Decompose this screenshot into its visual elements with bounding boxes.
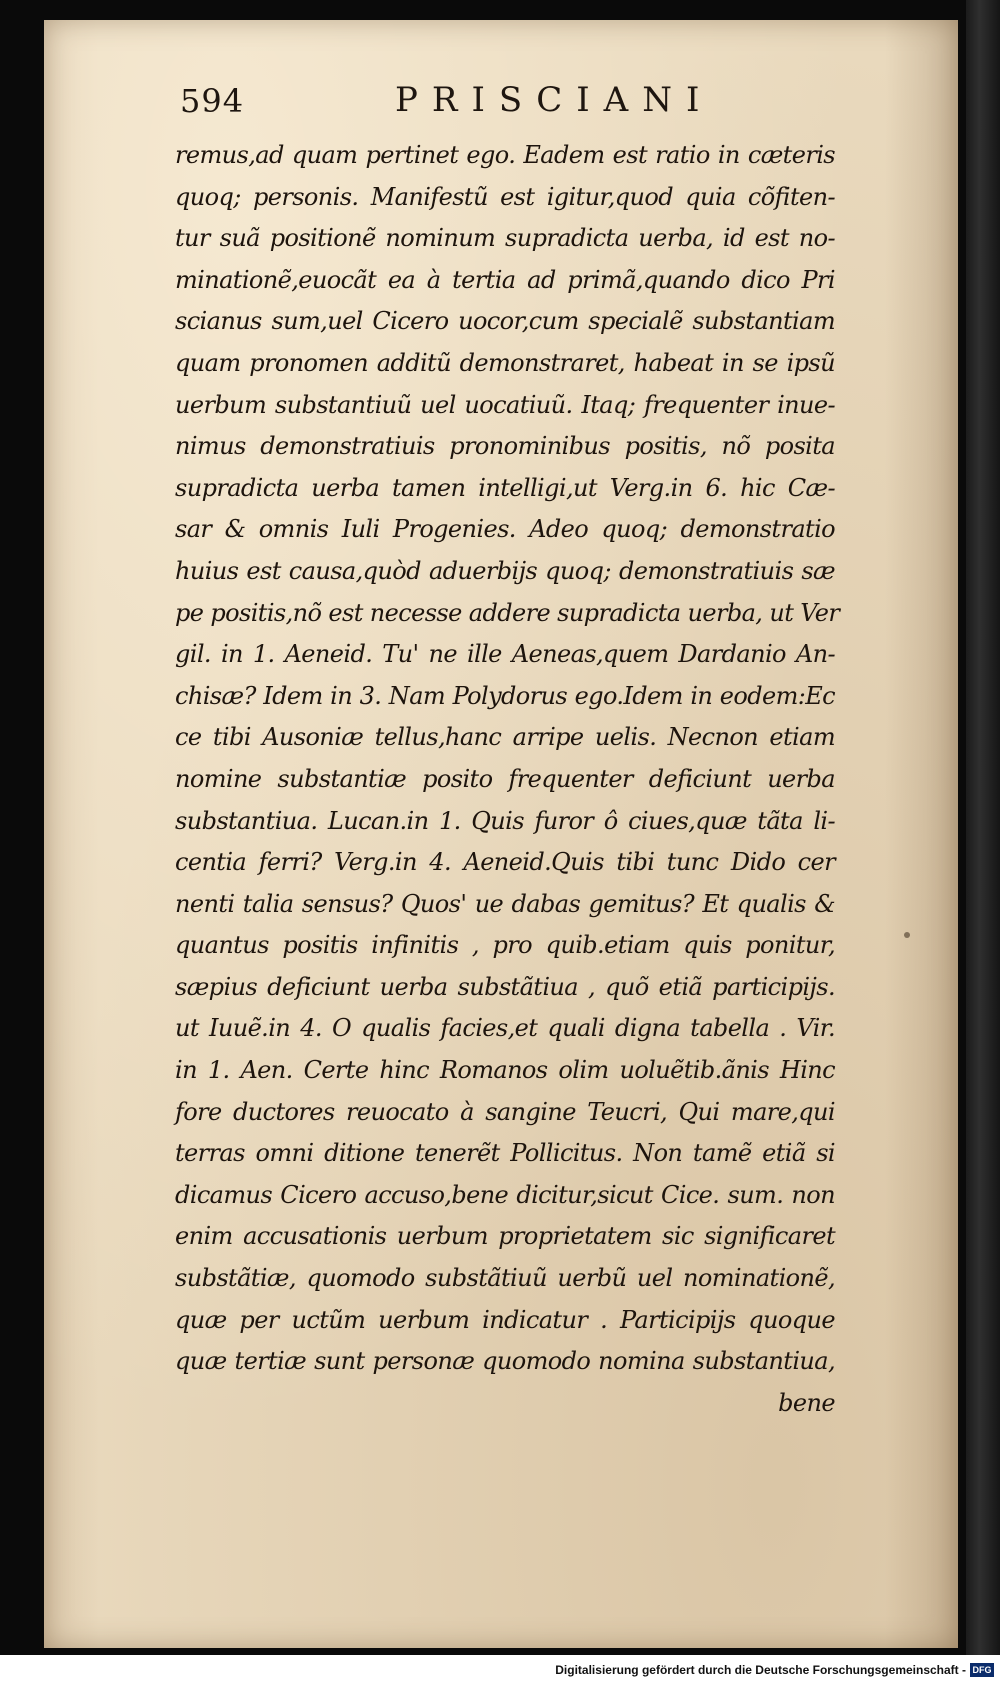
text-line: chisæ? Idem in 3. Nam Polydorus ego.Idem in eodem:Ec [175, 681, 835, 710]
text-line: uerbum substantiuũ uel uocatiuũ. Itaq; frequenter inue- [175, 390, 835, 419]
text-line: pe positis,nõ est necesse addere supradicta uerba, ut Ver [175, 598, 840, 627]
footer-strip [0, 1655, 1000, 1687]
text-line: supradicta uerba tamen intelligi,ut Verg.in 6. hic Cæ- [175, 473, 835, 502]
text-line: remus,ad quam pertinet ego. Eadem est ratio in cæteris [175, 141, 835, 169]
text-line: quoq; personis. Manifestũ est igitur,quod quia cõfiten- [175, 182, 835, 211]
text-line: centia ferri? Verg.in 4. Aeneid.Quis tibi tunc Dido cer [175, 848, 835, 877]
text-line: dicamus Cicero accuso,bene dicitur,sicut Cice. sum. non [175, 1180, 835, 1209]
text-line: sar & omnis Iuli Progenies. Adeo quoq; demonstratio [175, 515, 835, 544]
text-line: huius est causa,quòd aduerbijs quoq; demonstratiuis sæ [175, 556, 835, 585]
text-line: in 1. Aen. Certe hinc Romanos olim uoluẽtib.ãnis Hinc [175, 1056, 835, 1085]
text-line: terras omni ditione tenerẽt Pollicitus. Non tamẽ etiã si [175, 1139, 835, 1168]
catchword: bene [778, 1388, 835, 1417]
text-line: sæpius deficiunt uerba substãtiua , quõ etiã participijs. [175, 972, 835, 1001]
text-line: quæ per uctũm uerbum indicatur . Participijs quoque [175, 1305, 835, 1334]
text-line: fore ductores reuocato à sangine Teucri, Qui mare,qui [175, 1097, 835, 1126]
page-header [180, 72, 800, 122]
body-text [175, 135, 840, 1424]
text-line: enim accusationis uerbum proprietatem sic significaret [175, 1222, 835, 1251]
text-line: scianus sum,uel Cicero uocor,cum specialẽ substantiam [175, 307, 835, 336]
text-line: minationẽ,euocãt ea à tertia ad primã,quando dico Pri [175, 265, 835, 294]
text-line: tur suã positionẽ nominum supradicta uerba, id est no- [175, 224, 835, 253]
running-head: PRISCIANI [395, 80, 714, 120]
scanner-frame [966, 0, 1000, 1655]
text-line: nenti talia sensus? Quos' ue dabas gemitus? Et qualis & [175, 889, 835, 918]
text-line: gil. in 1. Aeneid. Tu' ne ille Aeneas,quem Dardanio An- [175, 640, 835, 669]
text-line: nimus demonstratiuis pronominibus positis, nõ posita [175, 432, 835, 461]
page-number: 594 [180, 82, 245, 120]
text-line: ce tibi Ausoniæ tellus,hanc arripe uelis. Necnon etiam [175, 723, 835, 752]
text-line: quam pronomen additũ demonstraret, habeat in se ipsũ [175, 348, 835, 377]
text-line: substantiua. Lucan.in 1. Quis furor ô ciues,quæ tãta li- [175, 806, 835, 835]
text-line: nomine substantiæ posito frequenter deficiunt uerba [175, 764, 835, 793]
ink-speck [904, 932, 910, 938]
footer-credit: Digitalisierung gefördert durch die Deutsche Forschungsgemeinschaft - [555, 1663, 966, 1677]
text-line: quæ tertiæ sunt personæ quomodo nomina substantiua, [175, 1347, 835, 1376]
text-line: substãtiæ, quomodo substãtiuũ uerbũ uel nominationẽ, [175, 1264, 835, 1293]
dfg-logo: DFG [970, 1663, 994, 1677]
text-line: quantus positis infinitis , pro quib.etiam quis ponitur, [175, 931, 835, 960]
text-line: ut Iuuẽ.in 4. O qualis facies,et quali digna tabella . Vir. [175, 1014, 835, 1043]
